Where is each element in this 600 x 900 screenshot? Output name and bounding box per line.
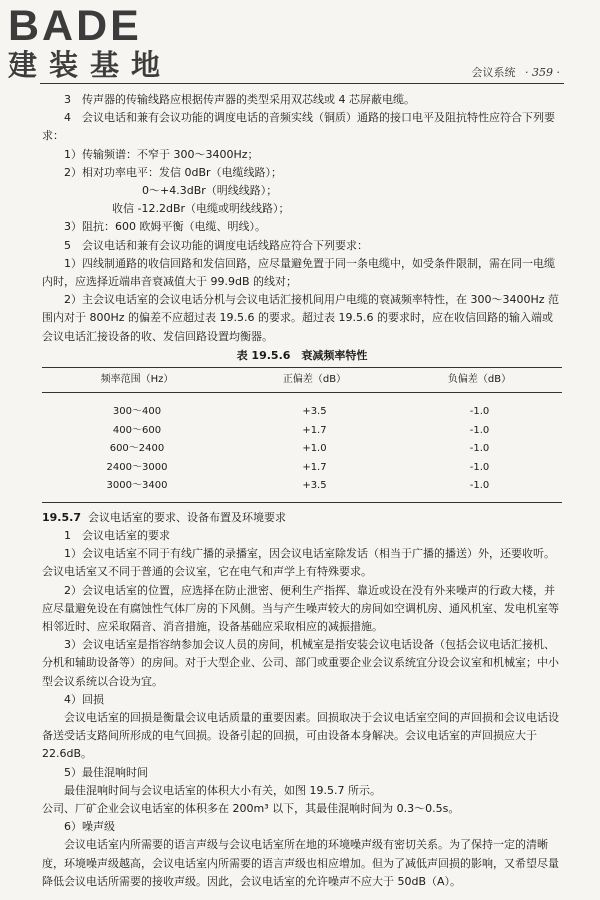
table-cell: -1.0: [469, 443, 490, 455]
section-number: 19.5.7: [42, 510, 81, 524]
list-item: 2）相对功率电平：发信 0dBr（电缆线路）；: [64, 165, 283, 179]
table-cell: +3.5: [302, 406, 327, 418]
paragraph: 会议电话室内所需要的语言声级与会议电话室所在地的环境噪声级有密切关系。为了保持一定的清晰度，环境噪声级越高，会议电话室内所需要的语言声级也相应增加。但为了减低声回损的影响，又希望尽量降低会议电话所需要的接收声级。因此，会议电话室的允许噪声不应大于 50dB（A）。: [42, 838, 559, 888]
page-number: · 359 ·: [525, 66, 560, 79]
table-cell: +1.7: [302, 424, 327, 436]
table-cell: +1.0: [302, 443, 327, 455]
list-item: 2）会议电话室的位置，应选择在防止泄密、便利生产指挥、靠近或设在没有外来噪声的行政大楼，并应尽量避免设在有腐蚀性气体厂房的下风侧。当与产生噪声较大的房间如空调机房、通风机室、发电机室等相邻近时、应采取隔音、消音措施，设备基础应采取相应的减振措施。: [42, 583, 559, 633]
paragraph: 会议电话室的回损是衡量会议电话质量的重要因素。回损取决于会议电话室空间的声回损和会议电话设备送受话支路间所形成的电气回损。设备引起的回损，可由设备本身解决。会议电话室的声回损应大于 22.6dB。: [42, 710, 559, 761]
table-row: [42, 422, 562, 441]
table-cell: -1.0: [469, 461, 490, 473]
paragraph: 5 会议电话和兼有会议功能的调度电话线路应符合下列要求：: [64, 238, 368, 252]
table-caption: 表 19.5.6 衰减频率特性: [236, 348, 368, 362]
section-heading: [42, 509, 562, 527]
table-cell: -1.0: [469, 406, 490, 418]
table-row: [42, 440, 562, 459]
list-item: 6）噪声级: [64, 820, 115, 834]
list-item: 5）最佳混响时间: [64, 765, 148, 779]
list-item: 1）会议电话室不同于有线广播的录播室，因会议电话室除发话（相当于广播的播送）外，还要收听。会议电话室又不同于普通的会议室，它在电气和声学上有特殊要求。: [42, 547, 555, 579]
table-cell: 300～400: [112, 406, 162, 418]
table-row: [42, 393, 562, 422]
column-header: 频率范围（Hz）: [42, 368, 232, 393]
table-cell: -1.0: [397, 477, 562, 502]
list-item: 3）会议电话室是指容纳参加会议人员的房间，机械室是指安装会议电话设备（包括会议电话汇接机、分机和辅助设备等）的房间。对于大型企业、公司、部门或重要企业会议系统宜分设会议室和机械室；中小型会议系统以合设为宜。: [42, 638, 559, 688]
column-header: 负偏差（dB）: [397, 368, 562, 393]
column-header: 正偏差（dB）: [232, 368, 397, 393]
table-row: [42, 477, 562, 502]
list-item: 1）四线制通路的收信回路和发信回路，应尽量避免置于同一条电缆中，如受条件限制，需在同一电缆内时，应选择近端串音衰减值大于 99.9dB 的线对；: [42, 256, 555, 289]
list-item-continuation: 0～+4.3dBr（明线线路）；: [142, 184, 278, 198]
attenuation-table: [42, 367, 562, 503]
list-item: 2）主会议电话室的会议电话分机与会议电话汇接机间用户电缆的衰减频率特性，在 300～3400Hz 范围内对于 800Hz 的偏差不应超过表 19.5.6 的要求。超过表 19.5.6 的要求时，应在收信回路的输入端或会议电话汇接设备的收、发信回路设置均衡器。: [42, 293, 560, 343]
section-title: 会议系统: [471, 66, 516, 79]
table-cell: 2400～3000: [106, 461, 168, 473]
table-cell: 400～600: [112, 424, 162, 436]
paragraph: 最佳混响时间与会议电话室的体积大小有关，如图 19.5.7 所示。: [64, 783, 381, 797]
brand-logo: [8, 4, 183, 82]
table-cell: 3000～3400: [42, 477, 232, 502]
paragraph: 公司、厂矿企业会议电话室的体积多在 200m³ 以下，其最佳混响时间为 0.3～0.5s。: [42, 802, 460, 815]
list-item: 4）回损: [64, 692, 104, 706]
logo-wordmark: BADE: [8, 2, 142, 50]
table-cell: -1.0: [469, 424, 490, 436]
page-body: [42, 91, 562, 891]
table-cell: 600～2400: [109, 443, 165, 455]
paragraph: 3 传声器的传输线路应根据传声器的类型采用双芯线或 4 芯屏蔽电缆。: [64, 93, 415, 106]
logo-subtitle: 建装基地: [8, 48, 173, 82]
table-header-row: [42, 368, 562, 393]
header-rule: [40, 83, 564, 84]
section-title-text: 会议电话室的要求、设备布置及环境要求: [87, 510, 286, 524]
subheading: 1 会议电话室的要求: [64, 528, 170, 542]
table-row: [42, 459, 562, 478]
table-cell: +3.5: [232, 477, 397, 502]
list-item: 3）阻抗：600 欧姆平衡（电缆、明线）。: [64, 220, 266, 234]
list-item-continuation: 收信 -12.2dBr（电缆或明线线路）；: [112, 202, 290, 216]
list-item: 1）传输频谱：不窄于 300～3400Hz；: [64, 147, 259, 161]
running-header: [472, 64, 560, 80]
paragraph: 4 会议电话和兼有会议功能的调度电话的音频实线（铜质）通路的接口电平及阻抗特性应符合下列要求：: [42, 111, 555, 143]
table-cell: +1.7: [302, 461, 327, 473]
